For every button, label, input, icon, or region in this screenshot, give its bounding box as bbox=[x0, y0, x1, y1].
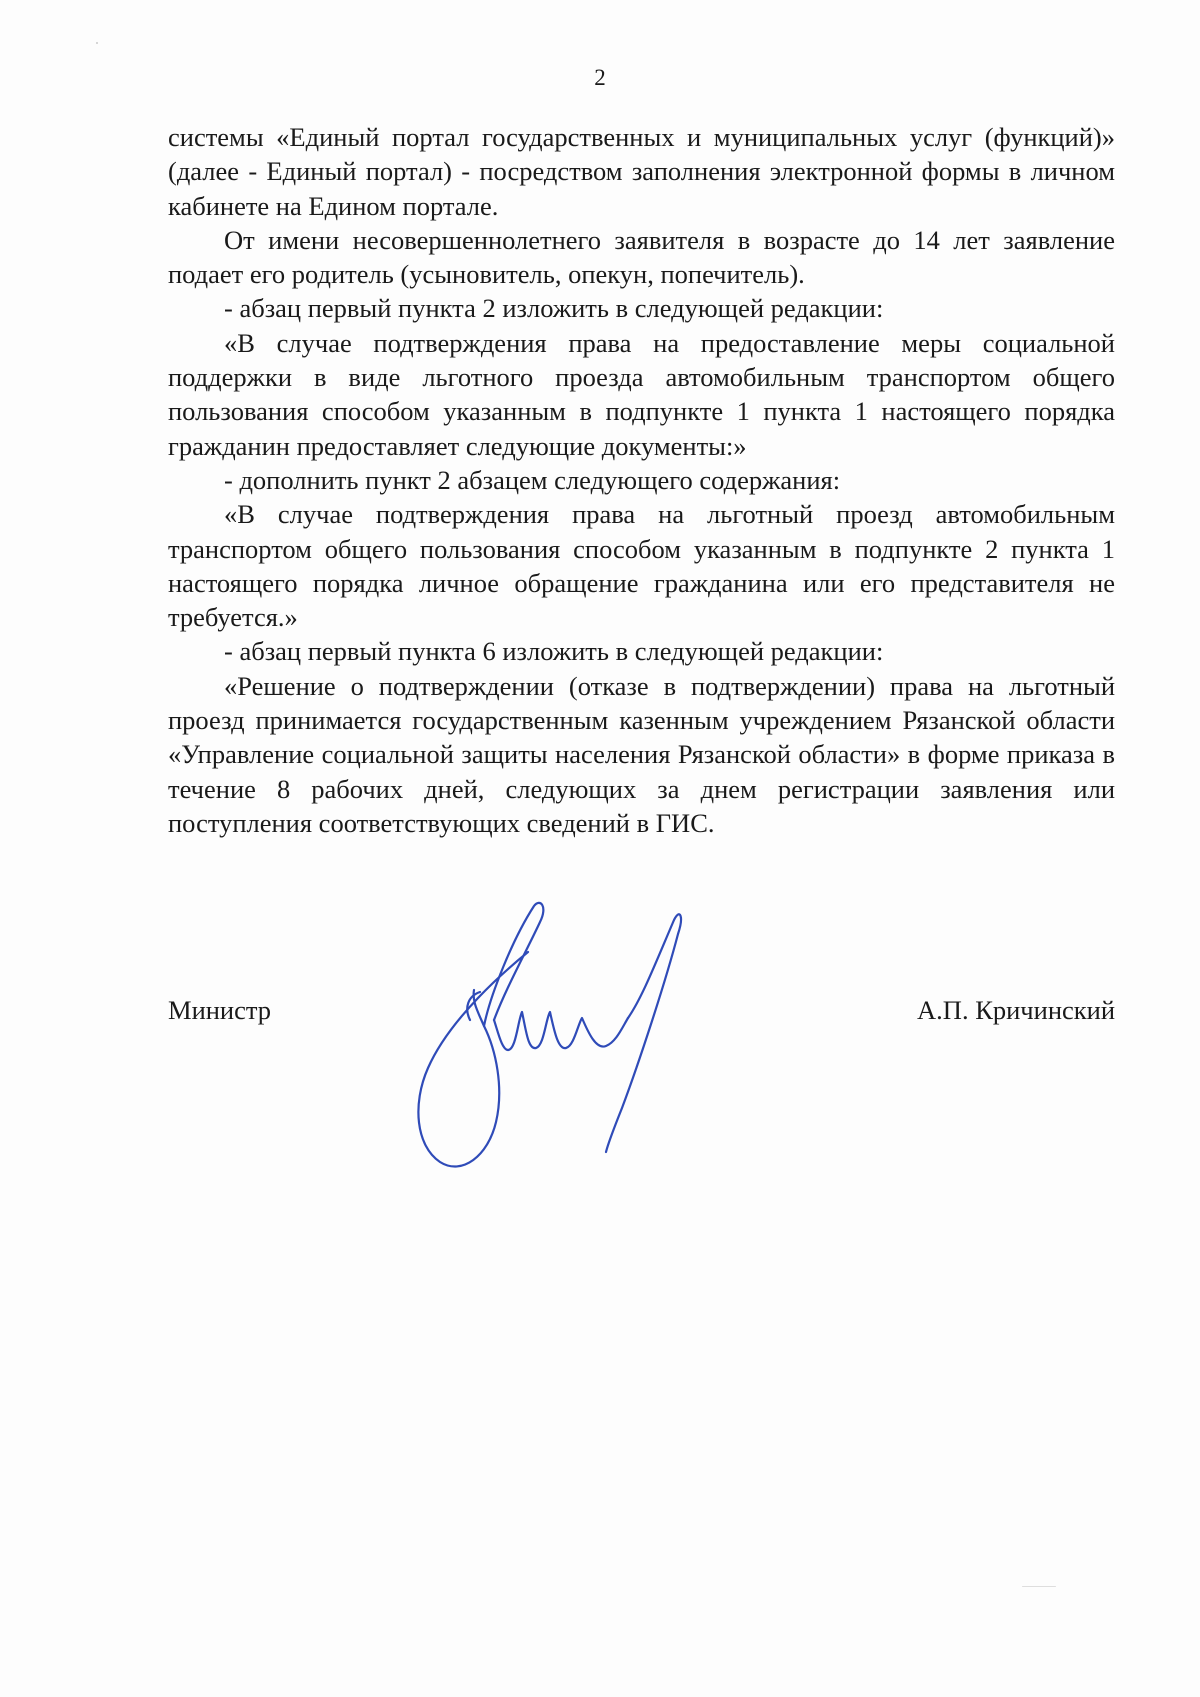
paragraph-1: системы «Единый портал государственных и муниципальных услуг (функций)» (далее - Единый портал) - посредством заполнения электронной формы в личном кабинете на Едином портале. bbox=[168, 122, 1115, 221]
signature-tail bbox=[606, 914, 681, 1152]
page-number: 2 bbox=[594, 65, 606, 90]
paragraph-4: «В случае подтверждения права на предоставление меры социальной поддержки в виде льготного проезда автомобильным транспортом общего пользования способом указанным в подпункте 1 пункта 1 настоящего порядка гражданин предоставляет следующие документы:» bbox=[168, 327, 1115, 461]
paragraph-3: - абзац первый пункта 2 изложить в следующей редакции: bbox=[224, 293, 884, 324]
paragraph-2: От имени несовершеннолетнего заявителя в возрасте до 14 лет заявление подает его родитель (усыновитель, опекун, попечитель). bbox=[168, 224, 1115, 290]
paragraph-7: - абзац первый пункта 6 изложить в следующей редакции: bbox=[224, 636, 884, 667]
paragraph-6: «В случае подтверждения права на льготный проезд автомобильным транспортом общего пользования способом указанным в подпункте 2 пункта 1 настоящего порядка личное обращение гражданина или его представителя не требуется.» bbox=[168, 499, 1115, 633]
paragraph-5: - дополнить пункт 2 абзацем следующего содержания: bbox=[224, 464, 841, 495]
signature-waves bbox=[494, 1012, 628, 1050]
signature-loop bbox=[418, 952, 528, 1167]
signer-name: А.П. Кричинский bbox=[917, 995, 1115, 1025]
paragraph-8: «Решение о подтверждении (отказе в подтверждении) права на льготный проезд принимается государственным казенным учреждением Рязанской области «Управление социальной защиты населения Рязанской области» в форме приказа в течение 8 рабочих дней, следующих за днем регистрации заявления или поступления соответствующих сведений в ГИС. bbox=[168, 670, 1115, 838]
handwritten-signature bbox=[410, 900, 740, 1200]
document-body bbox=[168, 120, 1115, 840]
scan-speck bbox=[1022, 1586, 1056, 1587]
scan-speck bbox=[96, 42, 98, 44]
signature-strokes bbox=[418, 903, 681, 1167]
signer-title: Министр bbox=[168, 995, 272, 1025]
